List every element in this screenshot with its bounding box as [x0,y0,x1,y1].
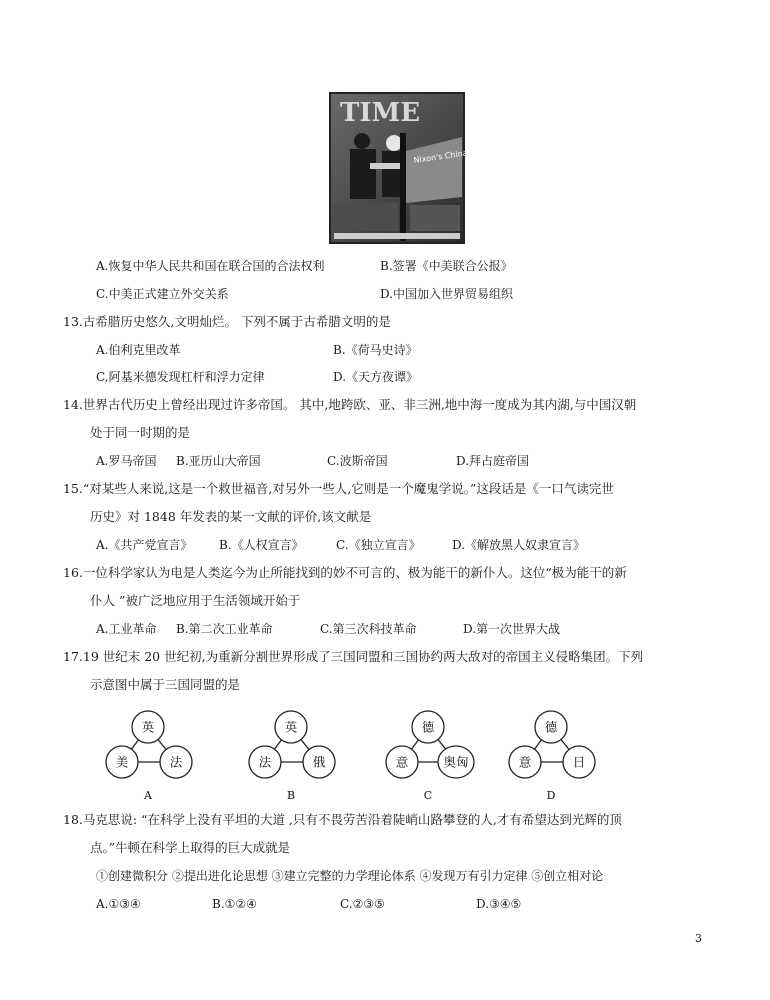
q12-option-c[interactable]: C.中美正式建立外交关系 [96,287,229,301]
q13-option-b[interactable]: B.《荷马史诗》 [333,343,418,357]
country-label-left: 意 [395,754,409,770]
page-number: 3 [695,932,702,945]
q15-option-c[interactable]: C.《独立宣言》 [336,538,421,552]
cover-headline: Nixon's China Odyssey [413,143,505,165]
country-label-right: 俄 [312,754,326,770]
q12-option-d[interactable]: D.中国加入世界贸易组织 [380,287,514,301]
q16-stem-line2: 仆人 ”被广泛地应用于生活领域开始于 [90,593,301,608]
q16-option-b[interactable]: B.第二次工业革命 [176,622,273,636]
q18-items: ①创建微积分 ②提出进化论思想 ③建立完整的力学理论体系 ④发现万有引力定律 ⑤创立相对论 [96,869,604,883]
q16-option-c[interactable]: C.第三次科技革命 [320,622,417,636]
q15-option-d[interactable]: D.《解放黑人奴隶宣言》 [452,538,586,552]
q18-stem-line2: 点。”牛顿在科学上取得的巨大成就是 [90,840,291,855]
q18-option-c[interactable]: C.②③⑤ [340,897,385,911]
q15-stem-line1: 15.“对某些人来说,这是一个救世福音,对另外一些人,它则是一个魔鬼学说。”这段话是《一口气读完世 [63,481,614,496]
diagram-letter: B [286,789,296,802]
q13-stem: 13.古希腊历史悠久,文明灿烂。 下列不属于古希腊文明的是 [63,314,391,329]
q14-stem-line2: 处于同一时期的是 [90,425,191,440]
q13-option-d[interactable]: D.《天方夜谭》 [333,370,419,384]
q14-stem-line1: 14.世界古代历史上曾经出现过许多帝国。 其中,地跨欧、亚、非三洲,地中海一度成为其内湖,与中国汉朝 [63,397,637,412]
country-label-right: 日 [572,754,586,770]
q14-option-c[interactable]: C.波斯帝国 [327,454,388,468]
alliance-diagram-a[interactable] [100,710,200,809]
alliance-diagram-c[interactable] [380,710,480,809]
q18-option-d[interactable]: D.③④⑤ [476,897,522,911]
country-label-top: 德 [544,719,558,735]
q12-option-b[interactable]: B.签署《中美联合公报》 [380,259,513,273]
country-label-top: 英 [284,719,298,735]
q15-stem-line2: 历史》对 1848 年发表的某一文献的评价,该文献是 [90,509,372,524]
country-label-left: 美 [115,754,129,770]
q16-stem-line1: 16.一位科学家认为电是人类迄今为止所能找到的妙不可言的、极为能干的新仆人。这位“极为能干的新 [63,565,627,580]
country-label-top: 英 [141,719,155,735]
country-label-left: 法 [258,754,272,770]
q17-stem-line2: 示意图中属于三国同盟的是 [90,677,241,692]
diagram-letter: C [423,789,433,802]
country-label-top: 德 [421,719,435,735]
q18-stem-line1: 18.马克思说: “在科学上没有平坦的大道 ,只有不畏劳苦沿着陡峭山路攀登的人,才有希望达到光辉的顶 [63,812,622,827]
q17-stem-line1: 17.19 世纪末 20 世纪初,为重新分割世界形成了三国同盟和三国协约两大敌对的帝国主义侵略集团。下列 [63,649,644,664]
country-label-left: 意 [518,754,532,770]
diagram-letter: D [546,789,556,802]
alliance-diagram-b[interactable] [243,710,343,809]
q18-option-b[interactable]: B.①②④ [212,897,257,911]
q15-option-a[interactable]: A.《共产党宣言》 [96,538,193,552]
diagram-letter: A [144,789,152,802]
q15-option-b[interactable]: B.《人权宣言》 [219,538,304,552]
country-label-right: 法 [169,754,183,770]
q14-option-b[interactable]: B.亚历山大帝国 [176,454,261,468]
q16-option-a[interactable]: A.工业革命 [96,622,157,636]
time-magazine-cover-image [330,93,505,243]
q16-option-d[interactable]: D.第一次世界大战 [463,622,561,636]
q13-option-a[interactable]: A.伯利克里改革 [96,343,181,357]
q14-option-d[interactable]: D.拜占庭帝国 [456,454,530,468]
q13-option-c[interactable]: C,阿基米德发现杠杆和浮力定律 [96,370,265,384]
q12-option-a[interactable]: A.恢复中华人民共和国在联合国的合法权利 [96,259,325,273]
q14-option-a[interactable]: A.罗马帝国 [96,454,157,468]
country-label-right: 奥匈 [443,754,469,770]
magazine-logo: TIME [340,98,421,128]
alliance-diagram-d[interactable] [503,710,603,809]
q18-option-a[interactable]: A.①③④ [96,897,141,911]
